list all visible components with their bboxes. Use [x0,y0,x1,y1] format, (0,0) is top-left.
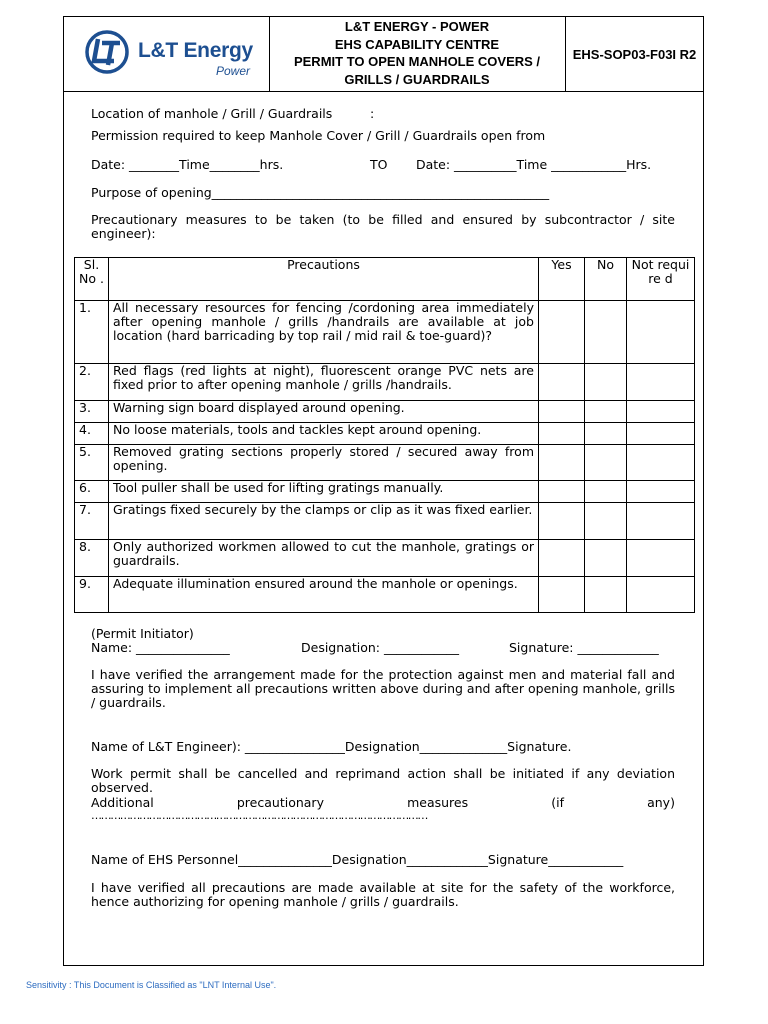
row-number: 6. [75,481,109,503]
permission-text: Permission required to keep Manhole Cover / Grill / Guardrails open from [91,128,546,143]
row-number: 9. [75,577,109,613]
table-row [75,423,695,445]
title-line: EHS CAPABILITY CENTRE [334,36,500,52]
row-text: Adequate illumination ensured around the manhole or openings. [109,577,539,613]
header-precautions: Precautions [109,258,539,301]
to-label: TO [370,157,388,172]
additional-measures [91,795,675,810]
no-cell[interactable] [585,577,627,613]
no-cell[interactable] [585,401,627,423]
date-to: Date: __________Time ____________Hrs. [416,157,652,172]
purpose-line: Purpose of opening______________________________________________________ [91,185,550,200]
table-row [75,445,695,481]
ehs-line: Name of EHS Personnel_______________Designation_____________Signature____________ [91,852,624,867]
not-required-cell[interactable] [627,503,695,540]
yes-cell[interactable] [539,401,585,423]
not-required-cell[interactable] [627,445,695,481]
lt-emblem-icon [84,29,130,75]
not-required-cell[interactable] [627,577,695,613]
header-yes: Yes [539,258,585,301]
additional-word: measures [407,795,469,810]
not-required-cell[interactable] [627,540,695,577]
dotted-line: …………………………………………………………………………………………… [91,809,428,822]
initiator-designation: Designation: ____________ [301,640,459,655]
row-number: 3. [75,401,109,423]
yes-cell[interactable] [539,481,585,503]
row-text: No loose materials, tools and tackles kept around opening. [109,423,539,445]
title-line: GRILLS / GUARDRAILS [344,71,490,87]
form-header [64,17,703,92]
initiator-name: Name: _______________ [91,640,230,655]
row-text: Removed grating sections properly stored / secured away from opening. [109,445,539,481]
title-line: PERMIT TO OPEN MANHOLE COVERS / [293,54,541,69]
row-number: 4. [75,423,109,445]
location-colon: : [370,106,375,121]
engineer-line: Name of L&T Engineer): ________________Designation______________Signature. [91,739,572,754]
no-cell[interactable] [585,481,627,503]
sensitivity-footer: Sensitivity : This Document is Classified as "LNT Internal Use". [26,980,277,990]
lt-logo [64,17,270,91]
title-line: L&T ENERGY - POWER [344,19,490,34]
yes-cell[interactable] [539,301,585,364]
additional-word: any) [647,795,675,810]
additional-word: Additional [91,795,154,810]
not-required-cell[interactable] [627,301,695,364]
row-number: 5. [75,445,109,481]
not-required-cell[interactable] [627,401,695,423]
row-number: 8. [75,540,109,577]
form-title [269,17,566,91]
no-cell[interactable] [585,364,627,401]
table-row [75,540,695,577]
yes-cell[interactable] [539,364,585,401]
row-number: 1. [75,301,109,364]
cancel-text: Work permit shall be cancelled and reprimand action shall be initiated if any deviation observed. [91,766,675,795]
row-text: Red flags (red lights at night), fluorescent orange PVC nets are fixed prior to after opening manhole / grills /handrails. [109,364,539,401]
row-text: Gratings fixed securely by the clamps or clip as it was fixed earlier. [109,503,539,540]
table-row [75,503,695,540]
precaution-intro: Precautionary measures to be taken (to be filled and ensured by subcontractor / site engineer): [91,212,675,241]
date-from: Date: ________Time________hrs. [91,157,284,172]
row-text: All necessary resources for fencing /cordoning area immediately after opening manhole / grills /handrails are available at job location (hard barricading by top rail / mid rail & toe-guard)? [109,301,539,364]
no-cell[interactable] [585,301,627,364]
header-sl: Sl. No . [75,258,109,301]
initiator-signature: Signature: _____________ [509,640,659,655]
doc-code: EHS-SOP03-F03I R2 [572,46,697,62]
no-cell[interactable] [585,445,627,481]
ehs-verify-text: I have verified all precautions are made available at site for the safety of the workforce, hence authorizing for opening manhole / grills / guardrails. [91,880,675,909]
table-row [75,364,695,401]
table-header-row [75,258,695,301]
row-number: 2. [75,364,109,401]
brand-sub: Power [216,64,251,78]
row-text: Warning sign board displayed around opening. [109,401,539,423]
yes-cell[interactable] [539,540,585,577]
row-text: Tool puller shall be used for lifting gratings manually. [109,481,539,503]
not-required-cell[interactable] [627,364,695,401]
table-row [75,577,695,613]
location-label: Location of manhole / Grill / Guardrails [91,106,333,121]
header-not-required: Not require d [627,258,695,301]
yes-cell[interactable] [539,445,585,481]
initiator-heading: (Permit Initiator) [91,626,194,641]
yes-cell[interactable] [539,577,585,613]
no-cell[interactable] [585,540,627,577]
no-cell[interactable] [585,423,627,445]
table-row [75,401,695,423]
additional-word: precautionary [236,795,324,810]
table-row [75,481,695,503]
not-required-cell[interactable] [627,423,695,445]
additional-word: (if [551,795,564,810]
not-required-cell[interactable] [627,481,695,503]
yes-cell[interactable] [539,423,585,445]
row-text: Only authorized workmen allowed to cut the manhole, gratings or guardrails. [109,540,539,577]
header-no: No [585,258,627,301]
initiator-verify-text: I have verified the arrangement made for the protection against men and material fall and assuring to implement all precautions written above during and after opening manhole, grills / guardrails. [91,667,675,710]
no-cell[interactable] [585,503,627,540]
table-row [75,301,695,364]
brand-name: L&T Energy [138,39,253,62]
row-number: 7. [75,503,109,540]
yes-cell[interactable] [539,503,585,540]
precautions-table [74,257,695,613]
